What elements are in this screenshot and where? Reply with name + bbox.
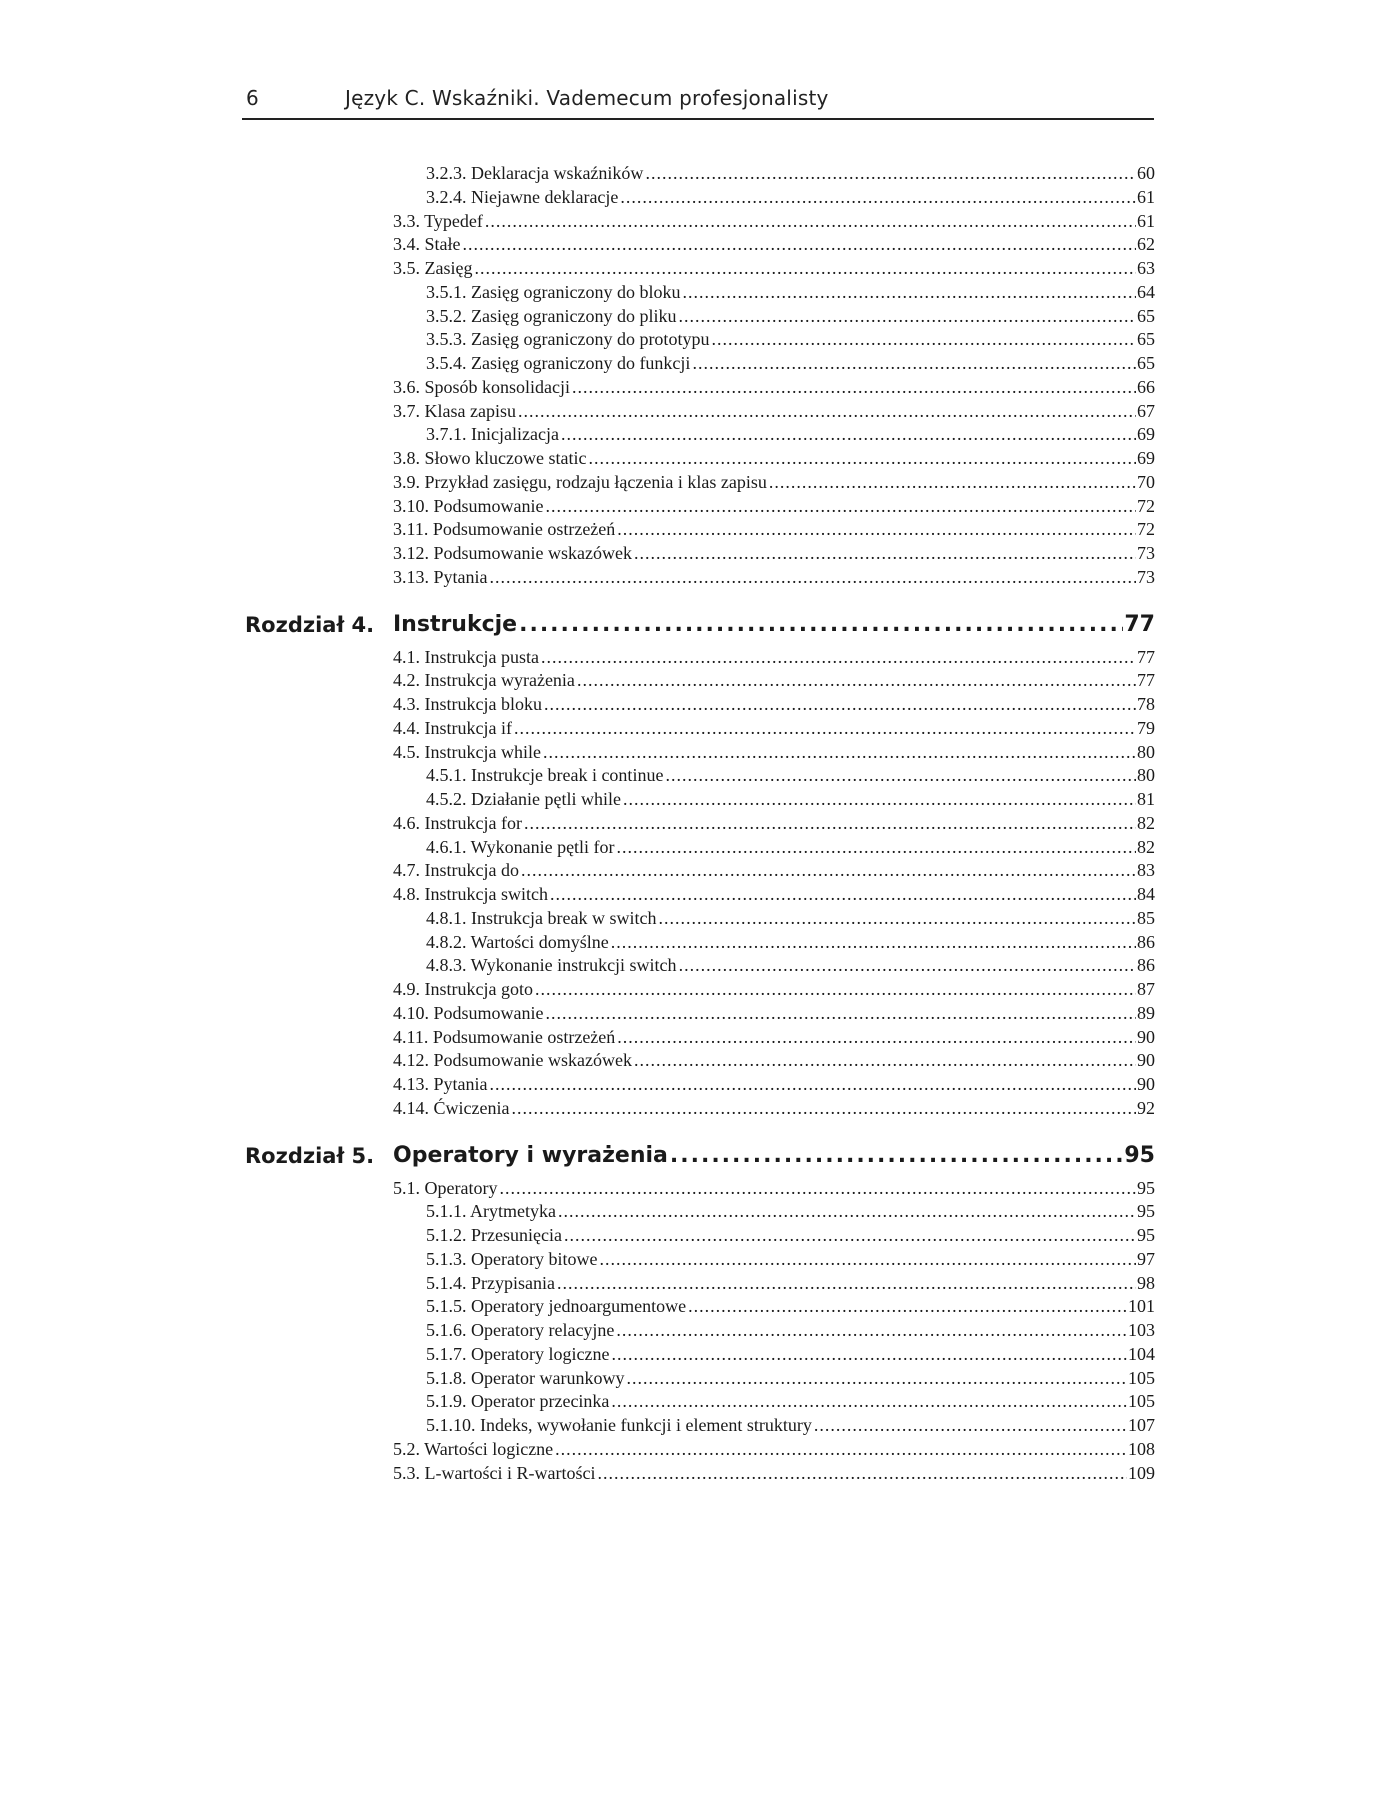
entry-title: 4.12. Podsumowanie wskazówek — [393, 1050, 632, 1071]
entry-page-number: 70 — [1137, 471, 1155, 492]
dot-leader — [524, 812, 1136, 836]
entry-title: 5.1.2. Przesunięcia — [426, 1225, 562, 1245]
entry-page-number: 61 — [1137, 186, 1155, 207]
toc-entry — [393, 978, 1155, 1002]
dot-leader — [561, 423, 1136, 447]
toc-entry — [393, 669, 1155, 693]
dot-leader — [611, 1390, 1127, 1414]
entry-page-number: 101 — [1128, 1296, 1155, 1317]
toc-entry — [426, 423, 1155, 447]
entry-title: 5.3. L-wartości i R-wartości — [393, 1462, 596, 1483]
toc-entry-row — [0, 693, 1400, 717]
dot-leader — [572, 376, 1136, 400]
toc-entry-row — [0, 1367, 1400, 1391]
dot-leader — [543, 741, 1136, 765]
toc-entry — [393, 859, 1155, 883]
entry-page-number: 92 — [1137, 1097, 1155, 1118]
entry-title: 4.7. Instrukcja do — [393, 860, 519, 881]
toc-entry-row — [0, 669, 1400, 693]
chapter-title: Operatory i wyrażenia — [393, 1142, 668, 1168]
entry-title: 4.8.2. Wartości domyślne — [426, 931, 609, 952]
dot-leader — [623, 788, 1136, 812]
toc-entry — [393, 233, 1155, 257]
toc-entry-row — [0, 542, 1400, 566]
page-number: 6 — [246, 86, 259, 110]
toc-entry-row — [0, 1248, 1400, 1272]
dot-leader — [546, 1002, 1137, 1026]
entry-page-number: 107 — [1128, 1415, 1155, 1435]
dot-leader — [490, 566, 1137, 590]
dot-leader — [546, 495, 1137, 519]
entry-page-number: 73 — [1137, 543, 1155, 563]
entry-title: 3.2.4. Niejawne deklaracje — [426, 186, 619, 207]
chapter-label: Rozdział 5. — [245, 1143, 375, 1168]
toc-entry-row — [0, 1295, 1400, 1319]
toc-entry-row — [0, 1097, 1400, 1121]
entry-title: 3.3. Typedef — [393, 210, 483, 231]
chapter-entry — [393, 604, 1155, 646]
entry-page-number: 82 — [1137, 836, 1155, 857]
entry-page-number: 79 — [1137, 717, 1155, 738]
dot-leader — [692, 352, 1136, 376]
dot-leader — [611, 1343, 1127, 1367]
dot-leader — [617, 836, 1136, 860]
entry-title: 3.13. Pytania — [393, 566, 488, 587]
dot-leader — [490, 1073, 1137, 1097]
entry-page-number: 81 — [1137, 789, 1155, 809]
toc-entry-row — [0, 1200, 1400, 1224]
entry-page-number: 73 — [1137, 566, 1155, 587]
dot-leader — [626, 1367, 1127, 1391]
entry-title: 3.5.2. Zasięg ograniczony do pliku — [426, 305, 677, 326]
toc-entry — [426, 281, 1155, 305]
entry-title: 4.6. Instrukcja for — [393, 812, 522, 833]
entry-page-number: 78 — [1137, 694, 1155, 714]
entry-page-number: 66 — [1137, 376, 1155, 397]
entry-title: 4.8. Instrukcja switch — [393, 884, 548, 904]
entry-page-number: 98 — [1137, 1272, 1155, 1293]
entry-title: 3.5. Zasięg — [393, 258, 473, 278]
dot-leader — [550, 883, 1136, 907]
toc-entry-row — [0, 1414, 1400, 1438]
dot-leader — [558, 1200, 1136, 1224]
dot-leader — [555, 1438, 1127, 1462]
toc-entry-row — [0, 1462, 1400, 1486]
toc-entry — [393, 1097, 1155, 1121]
toc-entry — [426, 328, 1155, 352]
entry-page-number: 72 — [1137, 495, 1155, 516]
dot-leader — [670, 1135, 1123, 1177]
toc-entry — [426, 162, 1155, 186]
toc-entry-row — [0, 741, 1400, 765]
toc-entry — [393, 1438, 1155, 1462]
entry-title: 5.1.6. Operatory relacyjne — [426, 1320, 615, 1340]
dot-leader — [599, 1248, 1136, 1272]
toc-entry — [426, 954, 1155, 978]
entry-title: 4.5.2. Działanie pętli while — [426, 789, 621, 809]
toc-entry — [426, 1248, 1155, 1272]
toc-entry — [426, 1224, 1155, 1248]
entry-page-number: 83 — [1137, 860, 1155, 881]
toc-entry — [393, 257, 1155, 281]
toc-entry-row — [0, 186, 1400, 210]
dot-leader — [645, 162, 1136, 186]
entry-title: 5.1.1. Arytmetyka — [426, 1201, 556, 1222]
toc-entry-row — [0, 210, 1400, 234]
entry-page-number: 80 — [1137, 765, 1155, 786]
toc-entry — [426, 1367, 1155, 1391]
toc-entry — [393, 1002, 1155, 1026]
dot-leader — [518, 400, 1136, 424]
dot-leader — [511, 1097, 1136, 1121]
toc-entry-row — [0, 1343, 1400, 1367]
toc-entry — [426, 186, 1155, 210]
chapter-entry — [393, 1135, 1155, 1177]
toc-entry — [393, 376, 1155, 400]
dot-leader — [611, 931, 1136, 955]
toc-entry-row — [0, 376, 1400, 400]
toc-entry-row — [0, 788, 1400, 812]
toc-entry-row — [0, 883, 1400, 907]
dot-leader — [658, 907, 1136, 931]
dot-leader — [617, 1026, 1136, 1050]
toc-entry-row — [0, 1073, 1400, 1097]
toc-entry — [393, 1026, 1155, 1050]
toc-entry — [393, 447, 1155, 471]
toc-entry — [393, 400, 1155, 424]
toc-entry — [393, 518, 1155, 542]
dot-leader — [597, 1462, 1127, 1486]
entry-page-number: 109 — [1128, 1462, 1155, 1483]
dot-leader — [521, 859, 1136, 883]
entry-page-number: 89 — [1137, 1002, 1155, 1023]
toc-entry-row — [0, 1272, 1400, 1296]
entry-title: 4.5.1. Instrukcje break i continue — [426, 765, 664, 786]
dot-leader — [535, 978, 1136, 1002]
toc-entry-row — [0, 471, 1400, 495]
entry-page-number: 97 — [1137, 1248, 1155, 1269]
dot-leader — [485, 210, 1136, 234]
toc-entry-row — [0, 907, 1400, 931]
entry-page-number: 67 — [1137, 400, 1155, 421]
entry-title: 3.5.4. Zasięg ograniczony do funkcji — [426, 353, 691, 373]
dot-leader — [577, 669, 1136, 693]
entry-page-number: 95 — [1137, 1225, 1155, 1245]
toc-entry-row — [0, 305, 1400, 329]
toc-entry-row — [0, 352, 1400, 376]
entry-page-number: 63 — [1137, 258, 1155, 278]
entry-title: 4.5. Instrukcja while — [393, 741, 541, 762]
toc-entry — [393, 566, 1155, 590]
dot-leader — [678, 305, 1136, 329]
toc-entry — [426, 931, 1155, 955]
entry-title: 4.6.1. Wykonanie pętli for — [426, 836, 615, 857]
toc-entry — [426, 305, 1155, 329]
running-header — [242, 84, 1154, 120]
entry-title: 4.10. Podsumowanie — [393, 1002, 544, 1023]
toc-entry-row — [0, 233, 1400, 257]
toc-entry — [426, 1414, 1155, 1438]
entry-page-number: 62 — [1137, 234, 1155, 255]
dot-leader — [499, 1177, 1136, 1201]
entry-page-number: 69 — [1137, 424, 1155, 445]
chapter-spacer — [0, 590, 1400, 604]
entry-title: 3.11. Podsumowanie ostrzeżeń — [393, 519, 616, 540]
dot-leader — [634, 542, 1136, 566]
dot-leader — [682, 281, 1136, 305]
entry-page-number: 95 — [1137, 1201, 1155, 1222]
entry-page-number: 65 — [1137, 305, 1155, 326]
dot-leader — [541, 646, 1136, 670]
toc-entry-row — [0, 717, 1400, 741]
entry-title: 4.11. Podsumowanie ostrzeżeń — [393, 1026, 616, 1047]
chapter-page-number: 95 — [1124, 1142, 1155, 1168]
entry-title: 4.2. Instrukcja wyrażenia — [393, 670, 575, 691]
toc-entry-row — [0, 281, 1400, 305]
entry-title: 4.9. Instrukcja goto — [393, 979, 533, 999]
entry-title: 5.1.8. Operator warunkowy — [426, 1367, 625, 1388]
chapter-title: Instrukcje — [393, 611, 518, 637]
toc-entry — [426, 1390, 1155, 1414]
entry-title: 3.2.3. Deklaracja wskaźników — [426, 163, 644, 183]
dot-leader — [620, 186, 1136, 210]
toc-entry-row — [0, 328, 1400, 352]
entry-page-number: 90 — [1137, 1026, 1155, 1047]
toc-chapter-row — [0, 604, 1400, 646]
toc-entry — [426, 764, 1155, 788]
entry-page-number: 65 — [1137, 353, 1155, 373]
entry-title: 5.1. Operatory — [393, 1177, 498, 1198]
toc-entry — [426, 788, 1155, 812]
toc-entry-row — [0, 1390, 1400, 1414]
entry-page-number: 60 — [1137, 163, 1155, 183]
entry-page-number: 105 — [1128, 1391, 1155, 1412]
entry-title: 5.1.10. Indeks, wywołanie funkcji i element struktury — [426, 1415, 812, 1435]
entry-page-number: 80 — [1137, 741, 1155, 762]
toc-entry — [426, 1343, 1155, 1367]
toc-entry-row — [0, 162, 1400, 186]
dot-leader — [474, 257, 1136, 281]
entry-page-number: 90 — [1137, 1050, 1155, 1071]
toc-entry — [393, 1073, 1155, 1097]
entry-page-number: 61 — [1137, 210, 1155, 231]
entry-page-number: 87 — [1137, 979, 1155, 999]
entry-title: 3.12. Podsumowanie wskazówek — [393, 543, 632, 563]
toc-entry — [426, 352, 1155, 376]
entry-title: 3.5.3. Zasięg ograniczony do prototypu — [426, 329, 710, 350]
toc-entry-row — [0, 518, 1400, 542]
entry-title: 3.7.1. Inicjalizacja — [426, 424, 559, 445]
entry-title: 4.8.3. Wykonanie instrukcji switch — [426, 955, 677, 976]
toc-entry-row — [0, 423, 1400, 447]
entry-page-number: 85 — [1137, 907, 1155, 928]
toc-entry-row — [0, 1177, 1400, 1201]
toc-entry — [426, 1200, 1155, 1224]
toc-entry-row — [0, 1319, 1400, 1343]
entry-title: 5.1.9. Operator przecinka — [426, 1391, 610, 1412]
entry-page-number: 90 — [1137, 1074, 1155, 1094]
entry-page-number: 72 — [1137, 519, 1155, 540]
dot-leader — [564, 1224, 1136, 1248]
entry-title: 3.9. Przykład zasięgu, rodzaju łączenia i klas zapisu — [393, 471, 767, 492]
chapter-page-number: 77 — [1124, 611, 1155, 637]
entry-title: 5.1.4. Przypisania — [426, 1272, 555, 1293]
dot-leader — [463, 233, 1137, 257]
entry-page-number: 77 — [1137, 646, 1155, 667]
entry-page-number: 77 — [1137, 670, 1155, 691]
entry-title: 4.14. Ćwiczenia — [393, 1097, 510, 1118]
toc-entry-row — [0, 447, 1400, 471]
entry-title: 3.6. Sposób konsolidacji — [393, 376, 571, 397]
entry-page-number: 64 — [1137, 281, 1155, 302]
dot-leader — [617, 518, 1136, 542]
toc-entry — [393, 883, 1155, 907]
toc-entry-row — [0, 495, 1400, 519]
toc-entry — [426, 1319, 1155, 1343]
dot-leader — [711, 328, 1136, 352]
toc-entry-row — [0, 566, 1400, 590]
dot-leader — [769, 471, 1136, 495]
entry-page-number: 65 — [1137, 329, 1155, 350]
dot-leader — [544, 693, 1136, 717]
entry-page-number: 95 — [1137, 1177, 1155, 1198]
toc-entry — [426, 907, 1155, 931]
toc-entry-row — [0, 978, 1400, 1002]
toc-entry — [393, 646, 1155, 670]
entry-title: 4.13. Pytania — [393, 1074, 488, 1094]
entry-title: 3.5.1. Zasięg ograniczony do bloku — [426, 281, 681, 302]
entry-title: 4.1. Instrukcja pusta — [393, 646, 539, 667]
entry-title: 3.7. Klasa zapisu — [393, 400, 516, 421]
entry-title: 3.8. Słowo kluczowe static — [393, 448, 587, 468]
toc-entry-row — [0, 1002, 1400, 1026]
toc-entry — [426, 1272, 1155, 1296]
toc-entry — [426, 1295, 1155, 1319]
toc-entry — [393, 1177, 1155, 1201]
entry-title: 5.1.5. Operatory jednoargumentowe — [426, 1296, 687, 1317]
entry-page-number: 104 — [1128, 1343, 1155, 1364]
chapter-label: Rozdział 4. — [245, 612, 375, 637]
toc-chapter-row — [0, 1135, 1400, 1177]
toc-entry-row — [0, 1438, 1400, 1462]
dot-leader — [688, 1295, 1127, 1319]
dot-leader — [616, 1319, 1127, 1343]
entry-page-number: 84 — [1137, 884, 1155, 904]
entry-title: 5.2. Wartości logiczne — [393, 1438, 554, 1459]
entry-page-number: 103 — [1128, 1320, 1155, 1340]
entry-title: 5.1.3. Operatory bitowe — [426, 1248, 598, 1269]
toc-entry — [393, 1462, 1155, 1486]
toc-entry-row — [0, 400, 1400, 424]
entry-page-number: 86 — [1137, 931, 1155, 952]
dot-leader — [588, 447, 1136, 471]
toc-entry-row — [0, 931, 1400, 955]
chapter-spacer — [0, 1121, 1400, 1135]
toc-entry — [393, 812, 1155, 836]
table-of-contents — [0, 162, 1400, 1485]
dot-leader — [557, 1272, 1136, 1296]
dot-leader — [514, 717, 1136, 741]
toc-entry — [393, 542, 1155, 566]
entry-page-number: 86 — [1137, 955, 1155, 976]
entry-page-number: 105 — [1128, 1367, 1155, 1388]
toc-entry-row — [0, 836, 1400, 860]
toc-entry-row — [0, 1026, 1400, 1050]
entry-page-number: 82 — [1137, 812, 1155, 833]
dot-leader — [814, 1414, 1127, 1438]
entry-page-number: 108 — [1128, 1438, 1155, 1459]
toc-entry-row — [0, 764, 1400, 788]
entry-title: 5.1.7. Operatory logiczne — [426, 1343, 610, 1364]
toc-entry — [393, 471, 1155, 495]
toc-entry-row — [0, 1049, 1400, 1073]
dot-leader — [519, 604, 1123, 646]
dot-leader — [634, 1049, 1136, 1073]
toc-entry — [426, 836, 1155, 860]
dot-leader — [665, 764, 1136, 788]
toc-entry-row — [0, 646, 1400, 670]
toc-entry — [393, 210, 1155, 234]
entry-title: 4.8.1. Instrukcja break w switch — [426, 907, 657, 928]
entry-title: 3.4. Stałe — [393, 234, 461, 255]
book-title: Język C. Wskaźniki. Vademecum profesjonalisty — [345, 86, 829, 110]
entry-title: 3.10. Podsumowanie — [393, 495, 544, 516]
toc-entry-row — [0, 812, 1400, 836]
entry-title: 4.3. Instrukcja bloku — [393, 694, 542, 714]
entry-title: 4.4. Instrukcja if — [393, 717, 512, 738]
toc-entry-row — [0, 859, 1400, 883]
toc-entry — [393, 717, 1155, 741]
toc-entry-row — [0, 1224, 1400, 1248]
toc-entry-row — [0, 257, 1400, 281]
entry-page-number: 69 — [1137, 448, 1155, 468]
toc-entry-row — [0, 954, 1400, 978]
toc-entry — [393, 1049, 1155, 1073]
dot-leader — [679, 954, 1136, 978]
toc-entry — [393, 741, 1155, 765]
toc-entry — [393, 495, 1155, 519]
toc-entry — [393, 693, 1155, 717]
